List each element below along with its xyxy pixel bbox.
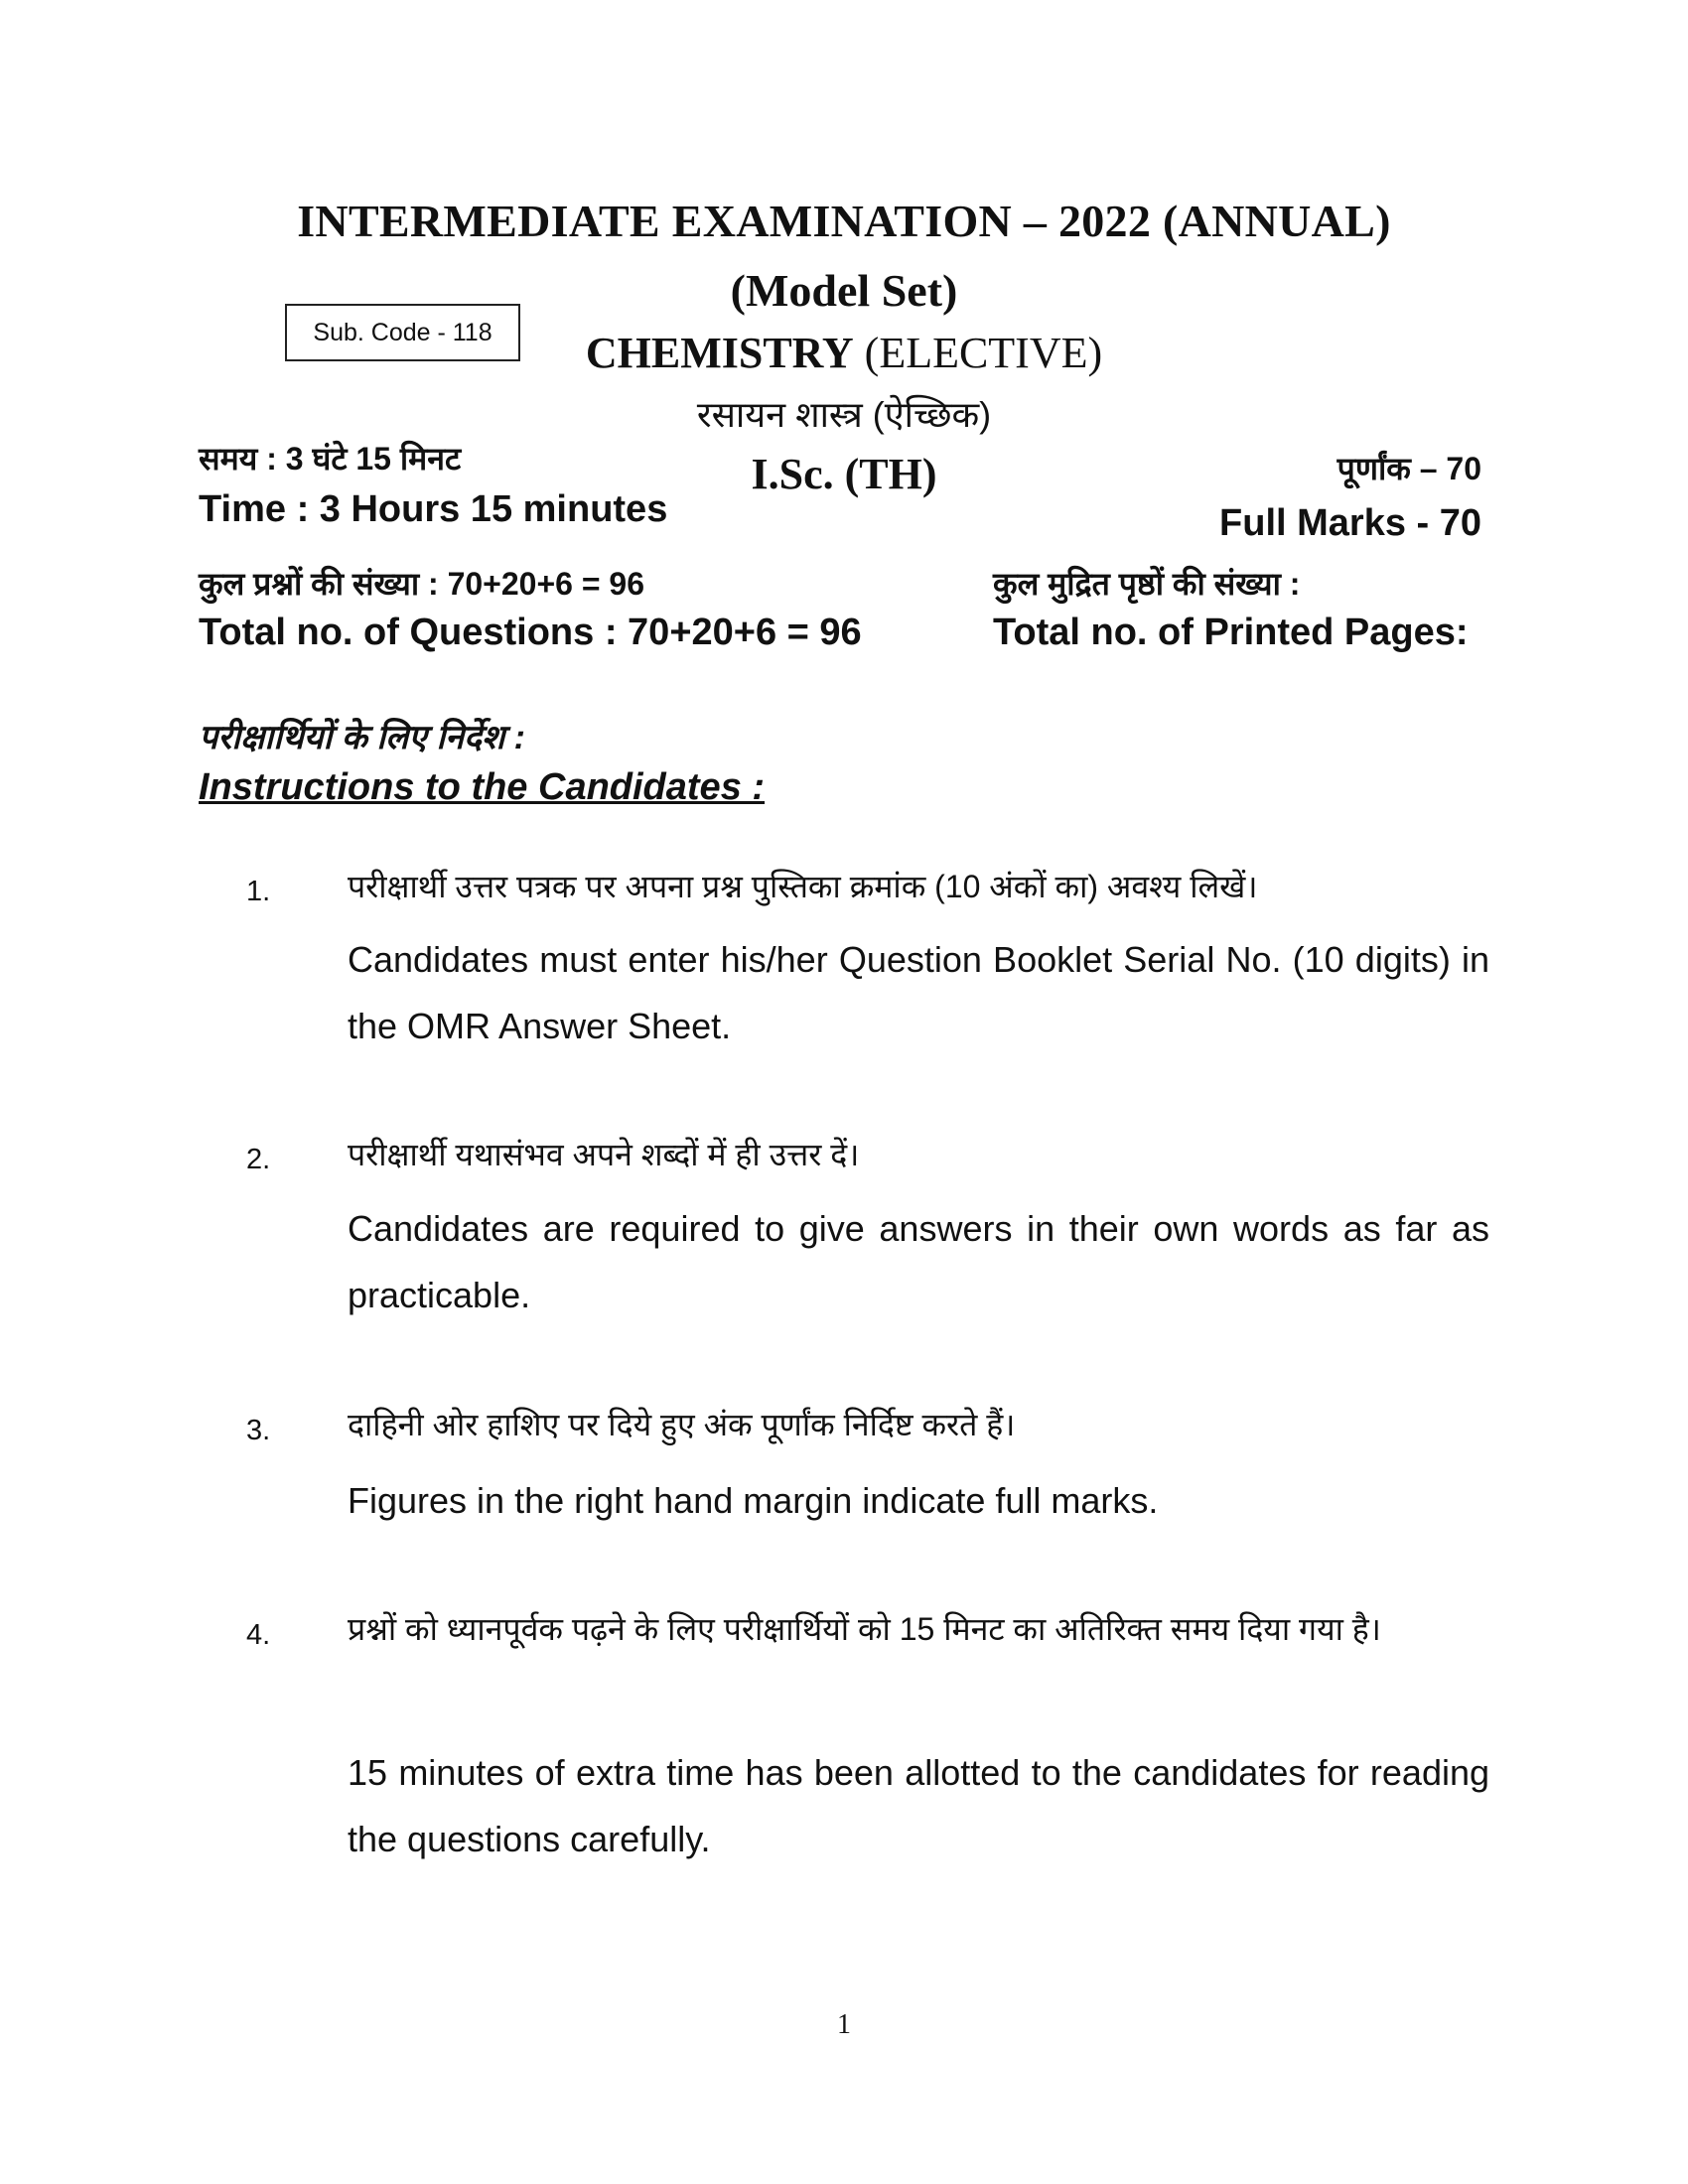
instruction-hindi: परीक्षार्थी यथासंभव अपने शब्दों में ही उत्तर दें। [348, 1137, 860, 1172]
instruction-english: Candidates must enter his/her Question Booklet Serial No. (10 digits) in the OMR Answer Sheet. [348, 939, 1489, 1046]
exam-title: INTERMEDIATE EXAMINATION – 2022 (ANNUAL) [297, 196, 1391, 246]
instruction-english: Figures in the right hand margin indicate full marks. [348, 1480, 1159, 1521]
subject-type: (ELECTIVE) [864, 329, 1103, 377]
subject-name: CHEMISTRY [585, 329, 854, 377]
instructions-heading-english: Instructions to the Candidates : [199, 766, 766, 808]
total-questions-english: Total no. of Questions : 70+20+6 = 96 [199, 612, 862, 653]
printed-pages-hindi: कुल मुद्रित पृष्ठों की संख्या : [993, 566, 1301, 602]
instruction-number: 3. [246, 1415, 271, 1446]
instruction-hindi: दाहिनी ओर हाशिए पर दिये हुए अंक पूर्णांक निर्दिष्ट करते हैं। [348, 1407, 1016, 1442]
total-questions-hindi: कुल प्रश्नों की संख्या : 70+20+6 = 96 [199, 566, 644, 602]
model-set-label: (Model Set) [730, 265, 958, 316]
instruction-number: 4. [246, 1619, 271, 1651]
full-marks-english: Full Marks - 70 [1219, 502, 1481, 544]
full-marks-hindi: पूर्णांक – 70 [1336, 451, 1481, 486]
instruction-hindi: प्रश्नों को ध्यानपूर्वक पढ़ने के लिए परीक्षार्थियों को 15 मिनट का अतिरिक्त समय दिया गया है। [348, 1611, 1381, 1647]
instructions-heading-hindi: परीक्षार्थियों के लिए निर्देश : [199, 719, 525, 756]
course-label: I.Sc. (TH) [751, 450, 937, 498]
sub-code-box: Sub. Code - 118 [285, 304, 520, 361]
instruction-english: Candidates are required to give answers in their own words as far as practicable. [348, 1208, 1489, 1315]
time-english: Time : 3 Hours 15 minutes [199, 488, 668, 530]
page-number: 1 [837, 2009, 851, 2040]
instruction-number: 2. [246, 1144, 271, 1175]
subject-hindi: रसायन शास्त्र (ऐच्छिक) [696, 394, 992, 435]
instruction-number: 1. [246, 876, 271, 907]
subject-line [0, 328, 1688, 378]
time-hindi: समय : 3 घंटे 15 मिनट [199, 441, 462, 477]
printed-pages-english: Total no. of Printed Pages: [993, 612, 1469, 653]
instruction-hindi: परीक्षार्थी उत्तर पत्रक पर अपना प्रश्न पुस्तिका क्रमांक (10 अंकों का) अवश्य लिखें। [348, 869, 1258, 904]
instruction-english: 15 minutes of extra time has been allotted to the candidates for reading the questions carefully. [348, 1752, 1489, 1859]
